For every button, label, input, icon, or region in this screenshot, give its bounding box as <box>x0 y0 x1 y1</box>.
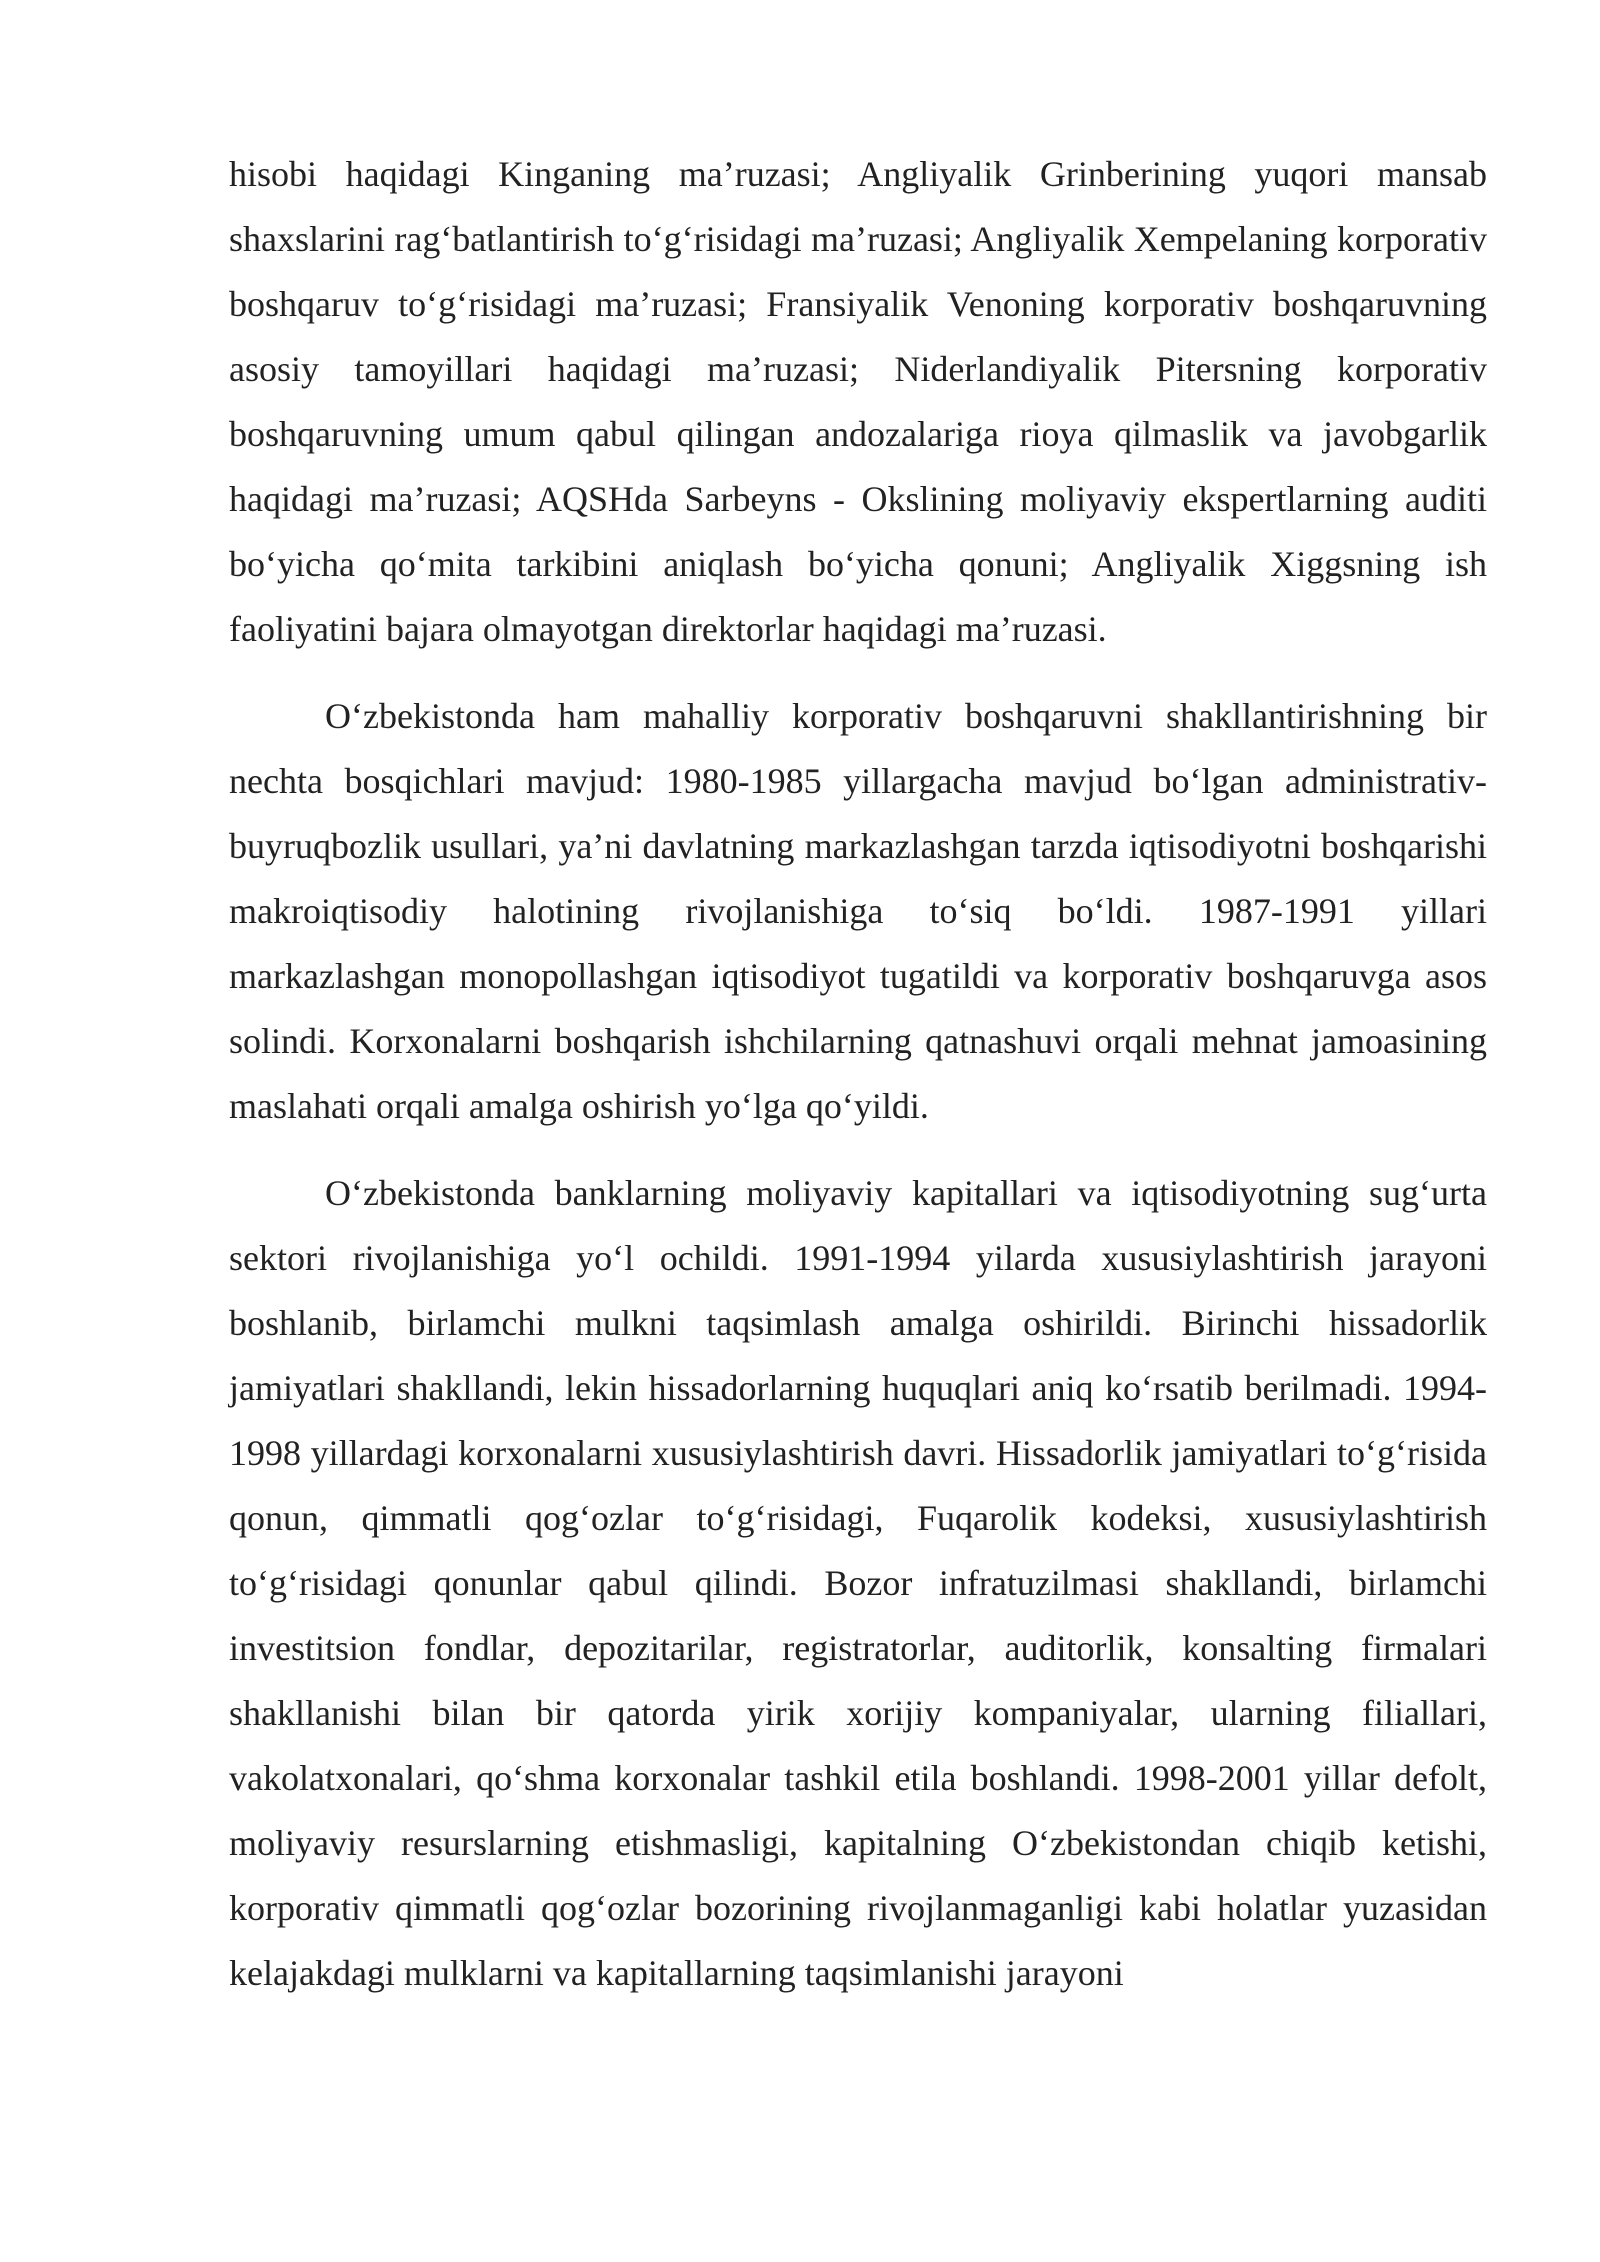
paragraph-privatization-history: O‘zbekistonda banklarning moliyaviy kapitallari va iqtisodiyotning sug‘urta sektori rivojlanishiga yo‘l ochildi. 1991-1994 yilarda xususiylashtirish jarayoni boshlanib, birlamchi mulkni taqsimlash amalga oshirildi. Birinchi hissadorlik jamiyatlari shakllandi, lekin hissadorlarning huquqlari aniq ko‘rsatib berilmadi. 1994-1998 yillardagi korxonalarni xususiylashtirish davri. Hissadorlik jamiyatlari to‘g‘risida qonun, qimmatli qog‘ozlar to‘g‘risidagi, Fuqarolik kodeksi, xususiylashtirish to‘g‘risidagi qonunlar qabul qilindi. Bozor infratuzilmasi shakllandi, birlamchi investitsion fondlar, depozitarilar, registratorlar, auditorlik, konsalting firmalari shakllanishi bilan bir qatorda yirik xorijiy kompaniyalar, ularning filiallari, vakolatxonalari, qo‘shma korxonalar tashkil etila boshlandi. 1998-2001 yillar defolt, moliyaviy resurslarning etishmasligi, kapitalning O‘zbekistondan chiqib ketishi, korporativ qimmatli qog‘ozlar bozorining rivojlanmaganligi kabi holatlar yuzasidan kelajakdagi mulklarni va kapitallarning taqsimlanishi jarayoni <box>229 1173 1487 1993</box>
paragraph-continued: hisobi haqidagi Kinganing ma’ruzasi; Angliyalik Grinberining yuqori mansab shaxslarini rag‘batlantirish to‘g‘risidagi ma’ruzasi; Angliyalik Xempelaning korporativ boshqaruv to‘g‘risidagi ma’ruzasi; Fransiyalik Venoning korporativ boshqaruvning asosiy tamoyillari haqidagi ma’ruzasi; Niderlandiyalik Pitersning korporativ boshqaruvning umum qabul qilingan andozalariga rioya qilmaslik va javobgarlik haqidagi ma’ruzasi; AQSHda Sarbeyns - Okslining moliyaviy ekspertlarning auditi bo‘yicha qo‘mita tarkibini aniqlash bo‘yicha qonuni; Angliyalik Xiggsning ish faoliyatini bajara olmayotgan direktorlar haqidagi ma’ruzasi. <box>229 154 1487 649</box>
paragraph-corporate-governance-stages: O‘zbekistonda ham mahalliy korporativ boshqaruvni shakllantirishning bir nechta bosqichlari mavjud: 1980-1985 yillargacha mavjud bo‘lgan administrativ-buyruqbozlik usullari, ya’ni davlatning markazlashgan tarzda iqtisodiyotni boshqarishi makroiqtisodiy halotining rivojlanishiga to‘siq bo‘ldi. 1987-1991 yillari markazlashgan monopollashgan iqtisodiyot tugatildi va korporativ boshqaruvga asos solindi. Korxonalarni boshqarish ishchilarning qatnashuvi orqali mehnat jamoasining maslahati orqali amalga oshirish yo‘lga qo‘yildi. <box>229 696 1487 1126</box>
document-page <box>229 142 1487 2028</box>
